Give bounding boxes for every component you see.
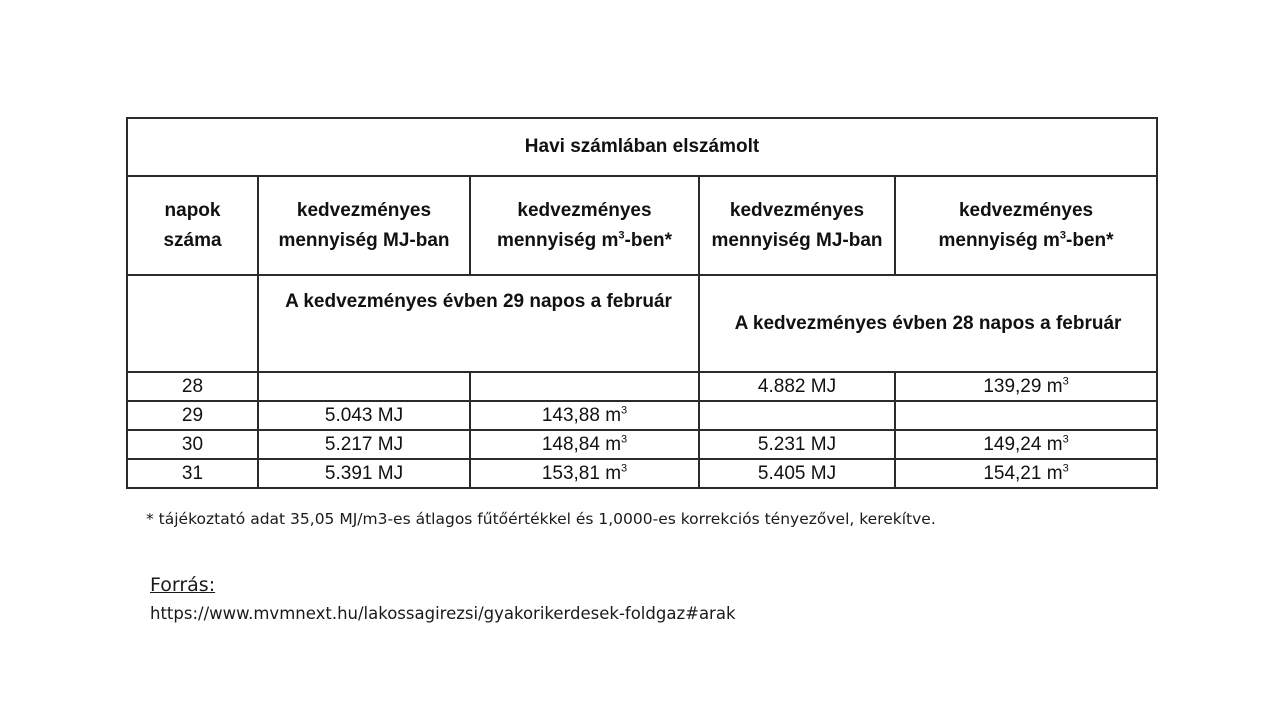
cell-days [127,401,258,430]
cell-mj-feb28 [699,372,895,401]
header-days-line2: száma [163,229,222,251]
cell-m3-feb29 [470,401,699,430]
m3-unit: m [605,404,622,426]
gas-allowance-table-wrapper [126,117,1156,489]
cell-m3-feb28 [895,372,1157,401]
m3-exponent: 3 [1062,433,1069,446]
table-row [127,372,1157,401]
cell-mj-feb29 [258,430,470,459]
cell-mj-feb28-value: 4.882 MJ [757,375,837,397]
cell-mj-feb28-value: 5.405 MJ [757,462,837,484]
table-data-body [127,372,1157,488]
table-group-row [127,275,1157,372]
source-url[interactable]: https://www.mvmnext.hu/lakossagirezsi/gyakorikerdesek-foldgaz#arak [150,604,736,623]
cell-days [127,372,258,401]
gas-allowance-table [126,117,1158,489]
cell-days-value: 28 [181,375,204,397]
header-m3-feb29 [470,176,699,275]
header-m3-line2-post: -ben* [1066,229,1114,251]
cell-m3-feb29 [470,372,699,401]
m3-unit: m [1046,462,1063,484]
m3-unit: m [605,462,622,484]
cell-m3-feb28 [895,401,1157,430]
m3-exponent: 3 [1062,462,1069,475]
cell-mj-feb29 [258,459,470,488]
m3-unit: m [1046,433,1063,455]
cell-mj-feb28 [699,430,895,459]
header-mj-line1: kedvezményes [729,199,865,221]
header-mj-line2: mennyiség MJ-ban [278,229,450,251]
cell-m3-feb29-value: 148,84 [541,433,600,455]
table-row [127,401,1157,430]
table-title-row [127,118,1157,176]
cell-m3-feb28-value: 139,29 [983,375,1042,397]
cell-mj-feb29-value: 5.391 MJ [324,462,404,484]
header-m3-line1: kedvezményes [958,199,1094,221]
header-m3-line2-pre: mennyiség m [938,229,1060,251]
cell-mj-feb29 [258,372,470,401]
cell-days-value: 31 [181,462,204,484]
header-m3-feb28 [895,176,1157,275]
header-m3-line2-post: -ben* [624,229,673,251]
m3-exponent: 3 [621,433,628,446]
cell-days [127,430,258,459]
header-mj-feb29 [258,176,470,275]
cell-m3-feb28 [895,459,1157,488]
cell-mj-feb28 [699,459,895,488]
m3-unit: m [1046,375,1063,397]
cell-m3-feb29 [470,459,699,488]
cell-m3-feb28-value: 154,21 [983,462,1042,484]
m3-unit: m [605,433,622,455]
cell-days [127,459,258,488]
table-row [127,459,1157,488]
header-days-line1: napok [164,199,221,221]
cell-m3-feb28-value: 149,24 [983,433,1042,455]
header-m3-sup: 3 [618,229,625,242]
header-mj-line1: kedvezményes [296,199,432,221]
m3-exponent: 3 [1062,375,1069,388]
header-mj-line2: mennyiség MJ-ban [711,229,883,251]
group-empty-cell [127,275,258,372]
cell-mj-feb29 [258,401,470,430]
table-header-row [127,176,1157,275]
header-m3-line2-pre: mennyiség m [496,229,619,251]
group-feb29-label: A kedvezményes évben 29 napos a február [258,275,699,372]
footnote: * tájékoztató adat 35,05 MJ/m3-es átlagos fűtőértékkel és 1,0000-es korrekciós tényezővel, kerekítve. [146,510,936,528]
cell-m3-feb29-value: 153,81 [541,462,600,484]
cell-days-value: 30 [181,433,204,455]
cell-mj-feb29-value: 5.217 MJ [324,433,404,455]
cell-mj-feb29-value: 5.043 MJ [324,404,404,426]
table-row [127,430,1157,459]
source-label: Forrás: [150,574,216,596]
cell-mj-feb28 [699,401,895,430]
header-m3-sup: 3 [1059,229,1067,242]
header-m3-line1: kedvezményes [517,199,652,221]
header-days [127,176,258,275]
cell-days-value: 29 [181,404,204,426]
header-mj-feb28 [699,176,895,275]
cell-m3-feb29 [470,430,699,459]
table-title: Havi számlában elszámolt [127,118,1157,176]
cell-m3-feb29-value: 143,88 [541,404,600,426]
m3-exponent: 3 [621,462,628,475]
m3-exponent: 3 [621,404,628,417]
cell-m3-feb28 [895,430,1157,459]
cell-mj-feb28-value: 5.231 MJ [757,433,837,455]
group-feb28-label: A kedvezményes évben 28 napos a február [699,275,1157,372]
